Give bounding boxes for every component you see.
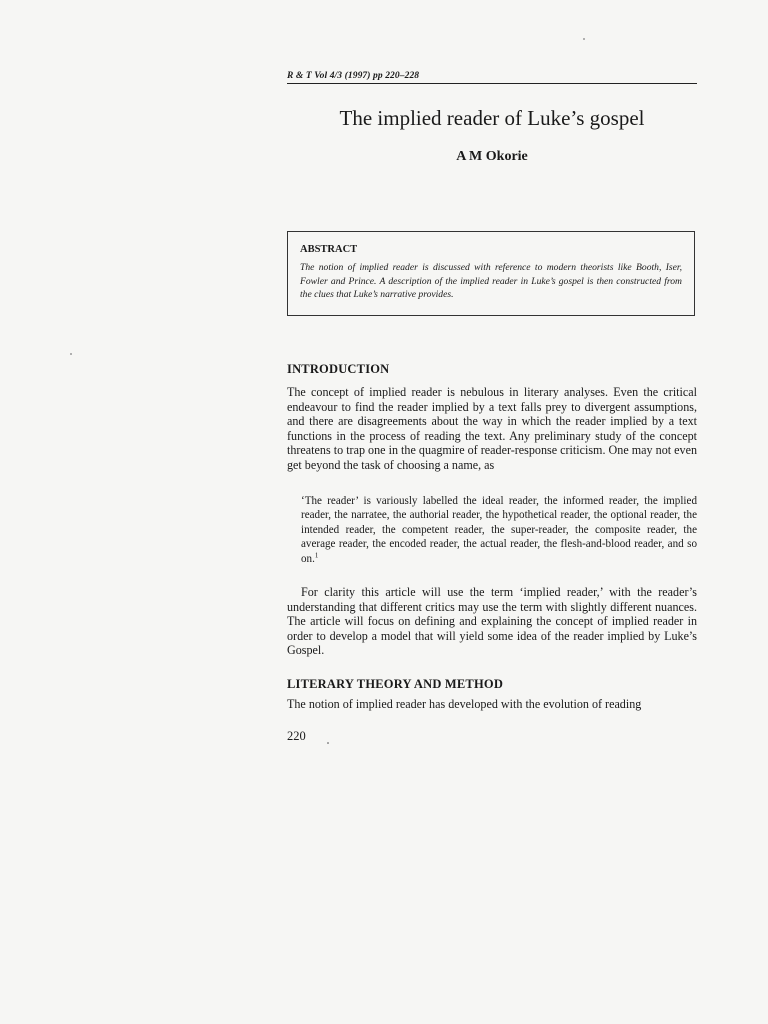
block-quote-text: ‘The reader’ is variously labelled the ideal reader, the informed reader, the implied reader, the narratee, the authorial reader, the hypothetical reader, the optional reader, the intended reader, the competent reader, the super-reader, the composite reader, the average reader, the encoded reader, the actual reader, the flesh-and-blood reader, and so on.	[301, 495, 697, 565]
abstract-box	[287, 231, 695, 316]
abstract-text: The notion of implied reader is discussed with reference to modern theorists like Booth, Iser, Fowler and Prince. A description of the implied reader in Luke’s gospel is then constructed from the clues that Luke’s narrative provides.	[300, 262, 682, 300]
literary-theory-paragraph-1: The notion of implied reader has developed with the evolution of reading	[287, 697, 642, 711]
introduction-paragraph-2: For clarity this article will use the term ‘implied reader,’ with the reader’s understanding that different critics may use the term with slightly different nuances. The article will focus on defining and explaining the concept of implied reader in order to develop a model that will yield some idea of the reader implied by Luke’s Gospel.	[287, 585, 697, 658]
block-quote	[301, 494, 697, 566]
abstract-heading: ABSTRACT	[300, 244, 358, 255]
page-number: 220	[287, 729, 306, 743]
introduction-paragraph-1: The concept of implied reader is nebulous in literary analyses. Even the critical endeavour to find the reader implied by a text falls prey to divergent assumptions, and there are disagreements about the way in which the reader implied by a text functions in the process of reading the text. Any preliminary study of the concept threatens to trap one in the quagmire of reader-response criticism. One may not even get beyond the task of choosing a name, as	[287, 385, 697, 472]
footnote-reference: 1	[314, 550, 319, 559]
running-head: R & T Vol 4/3 (1997) pp 220–228	[287, 71, 697, 84]
article-title: The implied reader of Luke’s gospel	[339, 106, 645, 130]
literary-theory-heading: LITERARY THEORY AND METHOD	[287, 677, 504, 691]
author-name: A M Okorie	[456, 149, 528, 164]
scan-speck	[70, 353, 72, 355]
scan-speck	[583, 38, 585, 40]
scan-speck	[327, 742, 329, 744]
introduction-heading: INTRODUCTION	[287, 362, 390, 376]
